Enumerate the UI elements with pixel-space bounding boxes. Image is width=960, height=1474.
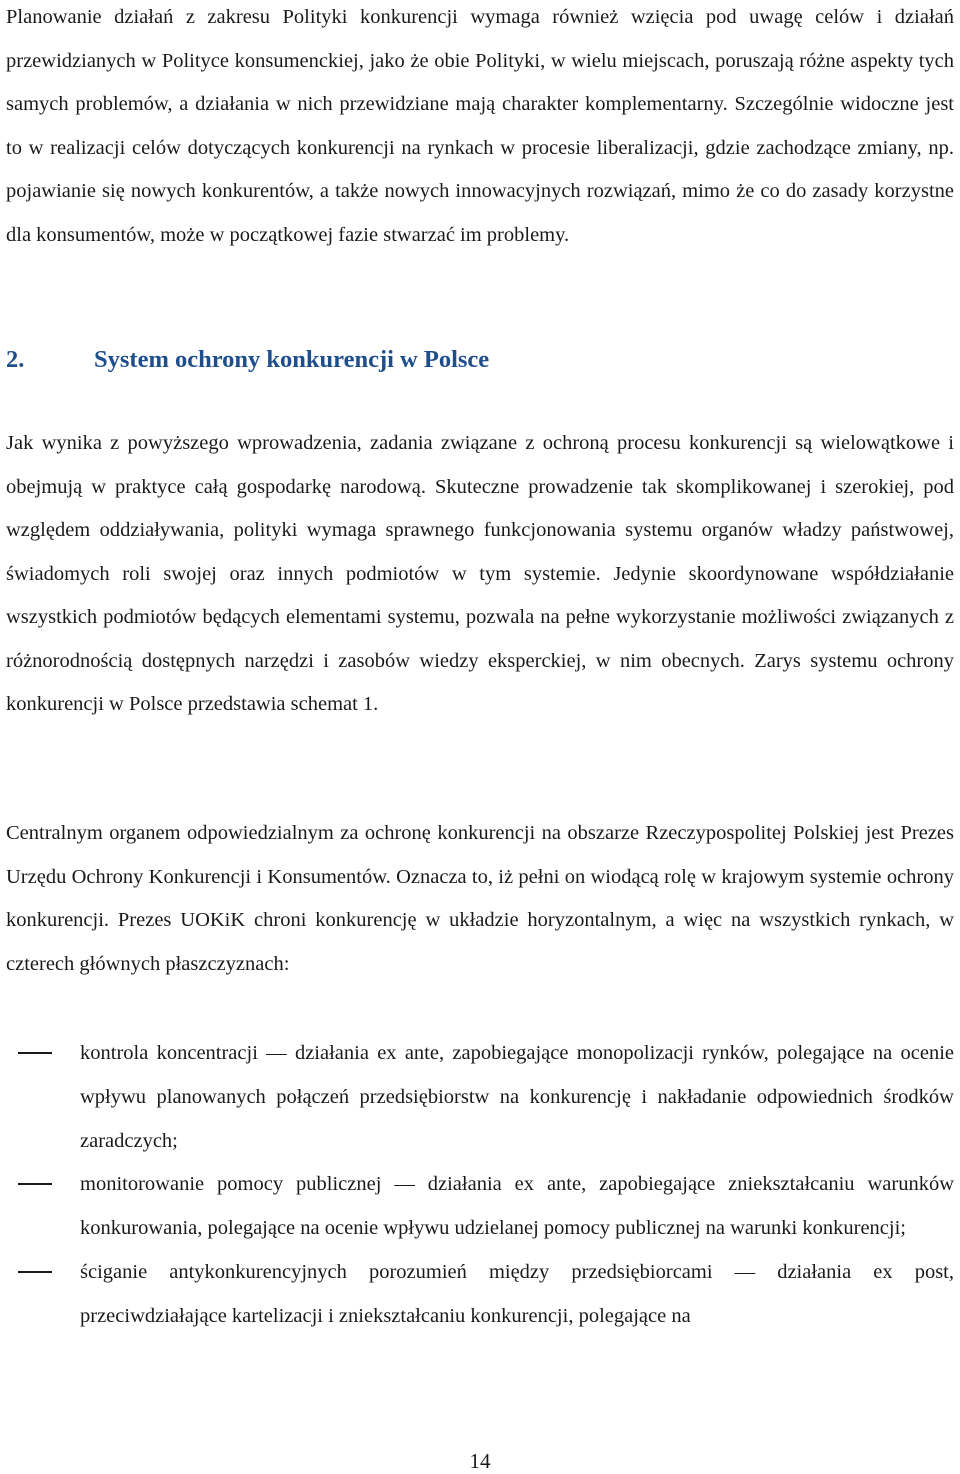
list-item bbox=[6, 1032, 954, 1163]
list-item bbox=[6, 1251, 954, 1339]
list-item-text: kontrola koncentracji — działania ex ante, zapobiegające monopolizacji rynków, polegające na ocenie wpływu planowanych połączeń przedsiębiorstw na konkurencję i nakładanie odpowiednich środków zaradczych; bbox=[80, 1042, 954, 1152]
list-item bbox=[6, 1163, 954, 1251]
page-number: 14 bbox=[469, 1449, 491, 1473]
intro-paragraph: Planowanie działań z zakresu Polityki konkurencji wymaga również wzięcia pod uwagę celów i działań przewidzianych w Polityce konsumenckiej, jako że obie Polityki, w wielu miejscach, poruszają różne aspekty tych samych problemów, a działania w nich przewidziane mają charakter komplementarny. Szczególnie widoczne jest to w realizacji celów dotyczących konkurencji na rynkach w procesie liberalizacji, gdzie zachodzące zmiany, np. pojawianie się nowych konkurentów, a także nowych innowacyjnych rozwiązań, mimo że co do zasady korzystne dla konsumentów, może w początkowej fazie stwarzać im problemy. bbox=[6, 6, 954, 246]
competition-areas-list bbox=[6, 1032, 954, 1339]
section-number: 2. bbox=[6, 346, 25, 373]
system-paragraph: Jak wynika z powyższego wprowadzenia, zadania związane z ochroną procesu konkurencji są wielowątkowe i obejmują w praktyce całą gospodarkę narodową. Skuteczne prowadzenie tak skomplikowanej i szerokiej, pod względem oddziaływania, polityki wymaga sprawnego funkcjonowania systemu organów władzy państwowej, świadomych roli swojej oraz innych podmiotów w tym systemie. Jedynie skoordynowane współdziałanie wszystkich podmiotów będących elementami systemu, pozwala na pełne wykorzystanie możliwości związanych z różnorodnością dostępnych narzędzi i zasobów wiedzy eksperckiej, w nim obecnych. Zarys systemu ochrony konkurencji w Polsce przedstawia schemat 1. bbox=[6, 432, 954, 715]
dash-bullet-icon bbox=[18, 1271, 52, 1273]
section-title: System ochrony konkurencji w Polsce bbox=[94, 346, 490, 373]
central-organ-paragraph: Centralnym organem odpowiedzialnym za ochronę konkurencji na obszarze Rzeczypospolitej Polskiej jest Prezes Urzędu Ochrony Konkurencji i Konsumentów. Oznacza to, iż pełni on wiodącą rolę w krajowym systemie ochrony konkurencji. Prezes UOKiK chroni konkurencję w układzie horyzontalnym, a więc na wszystkich rynkach, w czterech głównych płaszczyznach: bbox=[6, 822, 954, 975]
dash-bullet-icon bbox=[18, 1052, 52, 1054]
list-item-text: monitorowanie pomocy publicznej — działania ex ante, zapobiegające zniekształcaniu warunków konkurowania, polegające na ocenie wpływu udzielanej pomocy publicznej na warunki konkurencji; bbox=[80, 1173, 954, 1240]
dash-bullet-icon bbox=[18, 1183, 52, 1185]
list-item-text: ściganie antykonkurencyjnych porozumień między przedsiębiorcami — działania ex post, przeciwdziałające kartelizacji i zniekształcaniu konkurencji, polegające na bbox=[80, 1260, 954, 1327]
section-heading bbox=[6, 336, 489, 384]
